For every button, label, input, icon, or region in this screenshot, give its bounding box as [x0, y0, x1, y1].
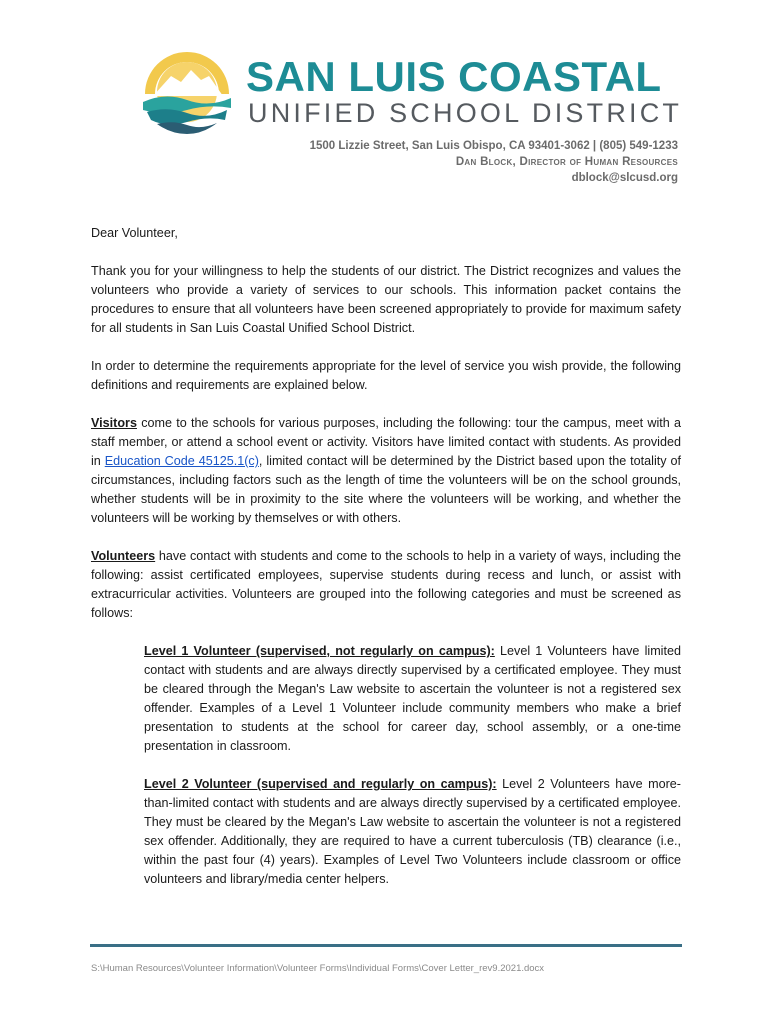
director-title: Dan Block, Director of Human Resources	[455, 156, 678, 168]
paragraph-visitors	[91, 414, 681, 528]
letter-body	[91, 224, 681, 908]
letterhead	[0, 0, 770, 200]
paragraph-intro: Thank you for your willingness to help the students of our district. The District recognizes and values the volunteers who provide a variety of services to our schools. This information packet contains the procedures to ensure that all volunteers have been screened appropriately to provide for maximum safety for all students in San Luis Coastal Unified School District.	[91, 264, 681, 335]
paragraph-level2	[144, 775, 681, 889]
footer-divider	[90, 944, 682, 947]
paragraph-requirements: In order to determine the requirements appropriate for the level of service you wish provide, the following definitions and requirements are explained below.	[91, 359, 681, 392]
level2-heading: Level 2 Volunteer (supervised and regularly on campus):	[144, 777, 497, 791]
level1-text: Level 1 Volunteers have limited contact with students and are always directly supervised by a certificated employee. They must be cleared through the Megan's Law website to ascertain the volunteer is not a registered sex offender. Examples of a Level 1 Volunteer include community members who make a brief presentation to students at the school for career day, school assembly, or a one-time presentation in classroom.	[144, 644, 681, 753]
paragraph-level1	[144, 642, 681, 756]
director-email: dblock@slcusd.org	[571, 172, 678, 184]
visitors-text-a: come to the schools for various purposes, including the following: tour the campus, meet with a staff member, or attend a school event or activity. Visitors have limited contact with students. As provided in	[91, 416, 681, 468]
paragraph-volunteers	[91, 547, 681, 623]
district-name: SAN LUIS COASTAL	[246, 53, 662, 100]
footer-file-path: S:\Human Resources\Volunteer Information\Volunteer Forms\Individual Forms\Cover Letter_rev9.2021.docx	[91, 963, 545, 974]
visitors-heading: Visitors	[91, 416, 137, 430]
greeting: Dear Volunteer,	[91, 226, 178, 240]
level2-text: Level 2 Volunteers have more-than-limited contact with students and are always directly supervised by a certificated employee. They must be cleared by the Megan's Law website to ascertain the volunteer is not a registered sex offender. Additionally, they are required to have a current tuberculosis (TB) clearance (i.e., within the past four (4) years). Examples of Level Two Volunteers include classroom or office volunteers and library/media center helpers.	[144, 777, 681, 886]
visitors-text-b: , limited contact will be determined by the District based upon the totality of circumstances, including factors such as the length of time the volunteers will be on the school grounds, whether students will be in proximity to the site where the volunteers will be working, and whether the volunteers will be working by themselves or with others.	[91, 454, 681, 525]
education-code-link[interactable]: Education Code 45125.1(c)	[104, 454, 259, 468]
volunteers-heading: Volunteers	[91, 549, 156, 563]
district-address: 1500 Lizzie Street, San Luis Obispo, CA 93401-3062 | (805) 549-1233	[309, 140, 678, 152]
level1-heading: Level 1 Volunteer (supervised, not regularly on campus):	[144, 644, 495, 658]
volunteers-text: have contact with students and come to the schools to help in a variety of ways, including the following: assist certificated employees, supervise students during recess and lunch, or assist with extracurricular activities. Volunteers are grouped into the following categories and must be screened as follows:	[91, 549, 681, 620]
district-logo-icon	[137, 46, 237, 136]
district-subtitle: UNIFIED SCHOOL DISTRICT	[248, 98, 683, 128]
